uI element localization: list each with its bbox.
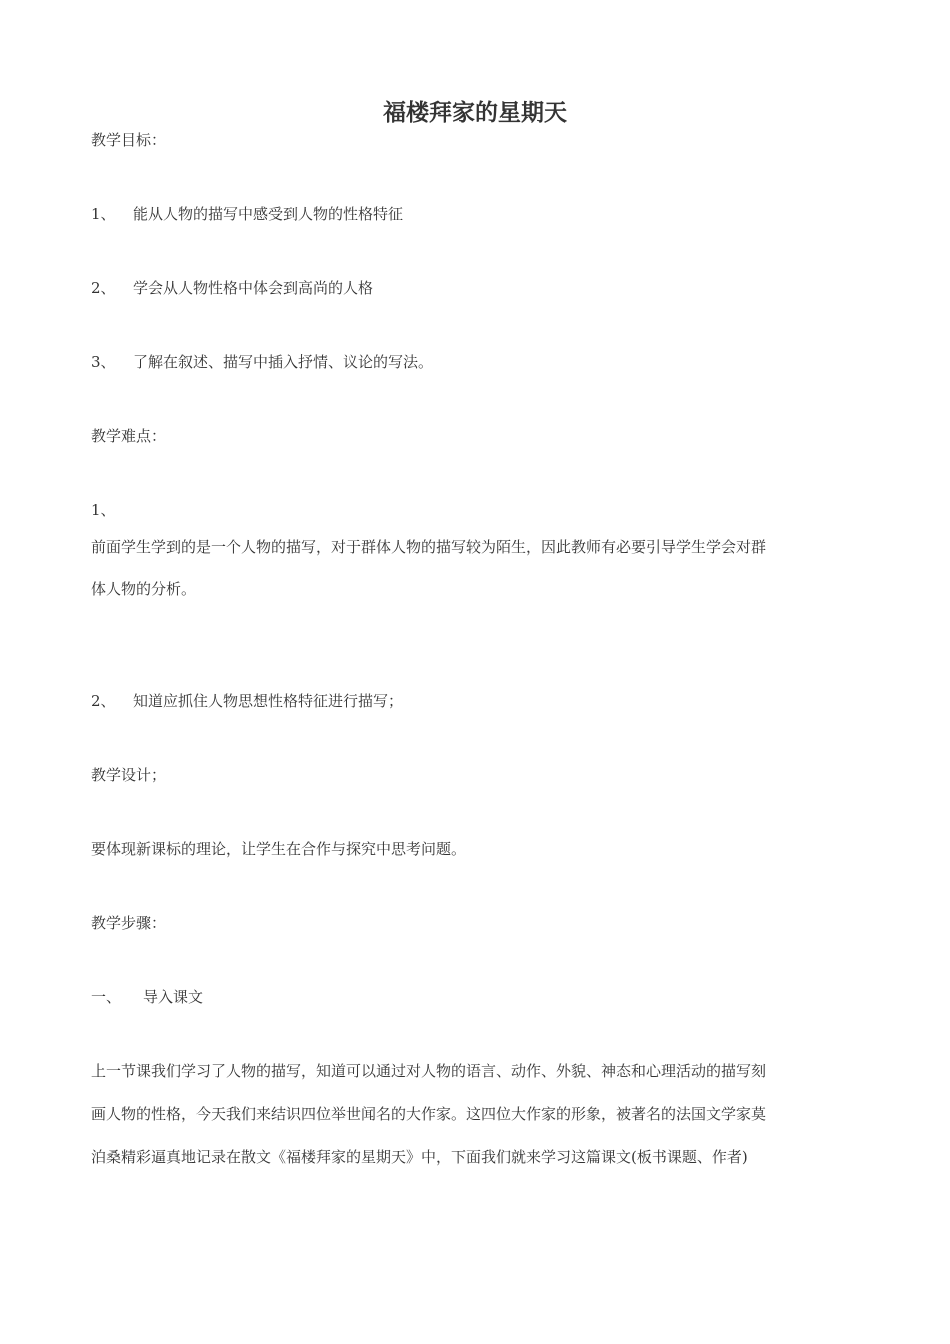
intro-paragraph-line: 画人物的性格，今天我们来结识四位举世闻名的大作家。这四位大作家的形象，被著名的法国文学家莫 — [91, 1105, 767, 1123]
step-item — [91, 987, 203, 1007]
objective-item — [91, 352, 433, 372]
intro-paragraph-line: 泊桑精彩逼真地记录在散文《福楼拜家的星期天》中，下面我们就来学习这篇课文(板书课题、作者) — [91, 1148, 748, 1166]
objective-item — [91, 204, 403, 224]
difficulties-heading: 教学难点： — [91, 427, 167, 445]
design-heading: 教学设计； — [91, 766, 167, 784]
steps-heading: 教学步骤： — [91, 914, 167, 932]
difficulty-number: 1、 — [91, 501, 116, 519]
item-text: 知道应抓住人物思想性格特征进行描写； — [133, 692, 404, 710]
item-text: 学会从人物性格中体会到高尚的人格 — [133, 279, 374, 297]
difficulty-item — [91, 691, 403, 711]
difficulty-text-line: 前面学生学到的是一个人物的描写，对于群体人物的描写较为陌生，因此教师有必要引导学生学会对群 — [91, 538, 767, 556]
design-text: 要体现新课标的理论，让学生在合作与探究中思考问题。 — [91, 840, 467, 858]
item-number: 2、 — [91, 692, 116, 710]
item-text: 导入课文 — [143, 988, 204, 1006]
item-number: 一、 — [91, 988, 122, 1006]
item-text: 了解在叙述、描写中插入抒情、议论的写法。 — [133, 353, 434, 371]
objective-item — [91, 278, 373, 298]
item-number: 1、 — [91, 205, 116, 223]
item-number: 2、 — [91, 279, 116, 297]
item-number: 3、 — [91, 353, 116, 371]
document-title: 福楼拜家的星期天 — [383, 100, 567, 126]
objectives-heading: 教学目标： — [91, 131, 167, 149]
intro-paragraph-line: 上一节课我们学习了人物的描写，知道可以通过对人物的语言、动作、外貌、神态和心理活动的描写刻 — [91, 1062, 767, 1080]
item-text: 能从人物的描写中感受到人物的性格特征 — [133, 205, 404, 223]
difficulty-text-line: 体人物的分析。 — [91, 580, 197, 598]
